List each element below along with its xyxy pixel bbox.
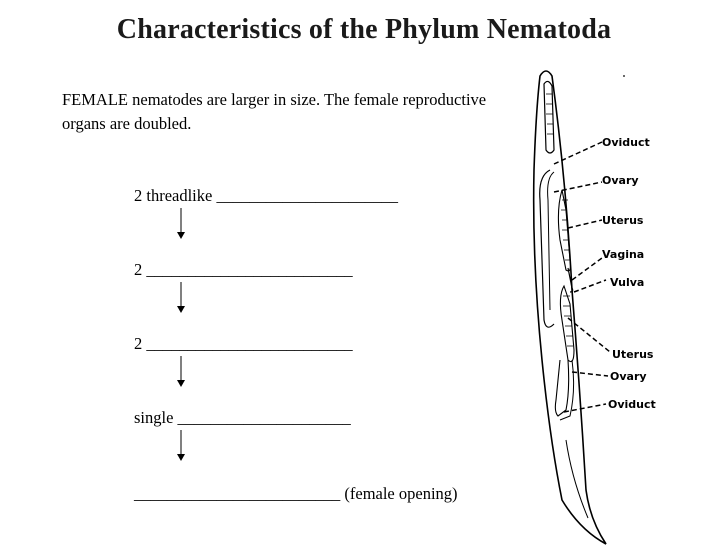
down-arrow-icon: [174, 356, 188, 388]
upper-ovary: [540, 170, 554, 327]
page-title: Characteristics of the Phylum Nematoda: [116, 14, 612, 45]
intro-text: FEMALE nematodes are larger in size. The female reproductive organs are doubled.: [62, 90, 487, 133]
nematode-diagram: [510, 60, 728, 546]
label-vagina: Vagina: [602, 248, 645, 261]
label-oviduct-bottom: Oviduct: [608, 398, 656, 411]
label-vulva: Vulva: [610, 276, 645, 289]
down-arrow-icon: [174, 430, 188, 462]
step-oviducts: 2 _________________________: [134, 260, 353, 279]
label-ovary-bottom: Ovary: [610, 370, 647, 383]
label-uterus-bottom: Uterus: [612, 348, 654, 361]
down-arrow-icon: [174, 208, 188, 240]
step-vulva: _________________________ (female opening): [134, 484, 458, 503]
label-uterus-top: Uterus: [602, 214, 644, 227]
down-arrow-icon: [174, 282, 188, 314]
label-ovary-top: Ovary: [602, 174, 639, 187]
pharynx: [544, 81, 554, 153]
step-vagina: single _____________________: [134, 408, 351, 427]
lower-ovary: [555, 360, 568, 416]
label-oviduct-top: Oviduct: [602, 136, 650, 149]
step-threadlike-ovaries: 2 threadlike ______________________: [134, 186, 398, 205]
step-uteri: 2 _________________________: [134, 334, 353, 353]
